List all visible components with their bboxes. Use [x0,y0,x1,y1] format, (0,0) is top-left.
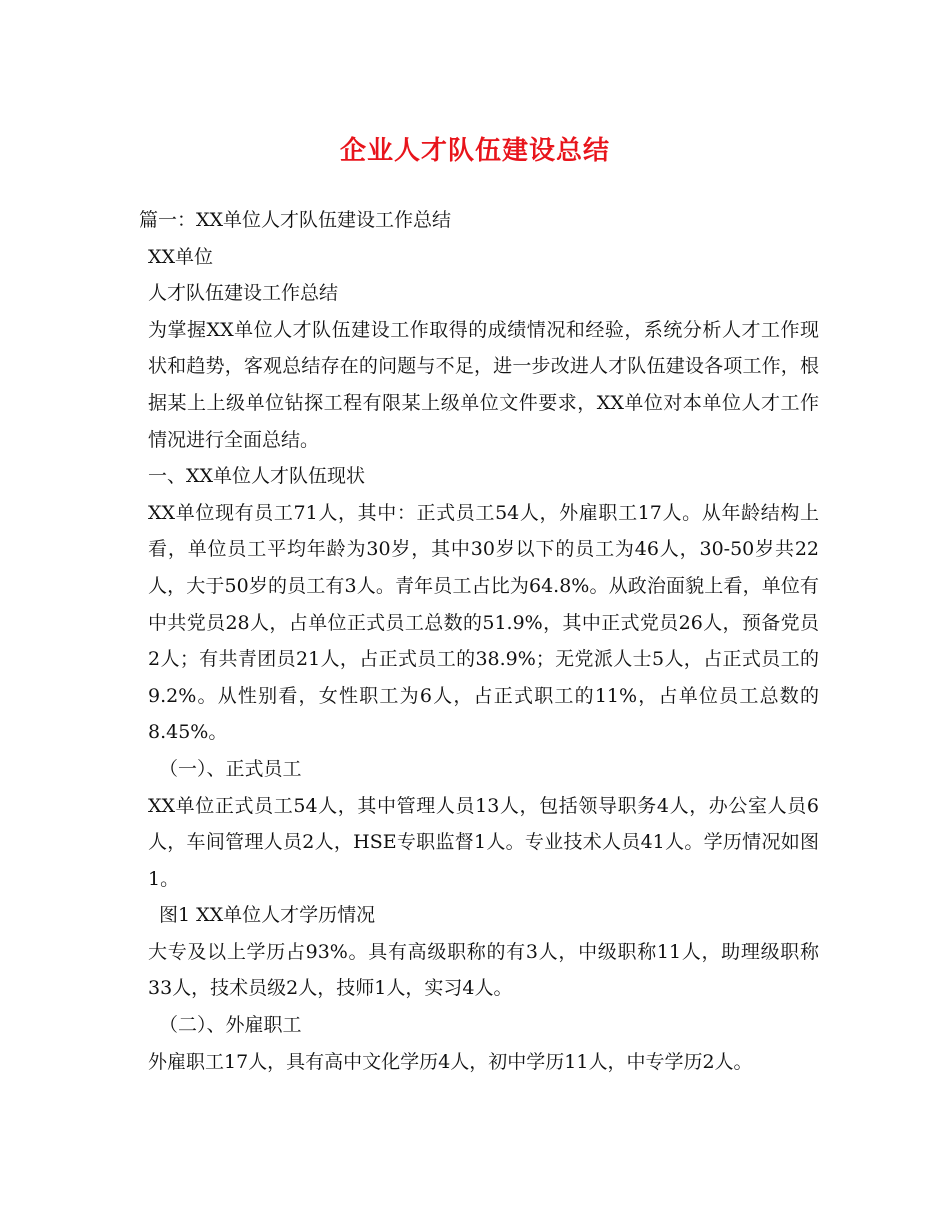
figure-caption: 图1 XX单位人才学历情况 [159,904,376,927]
document-body [139,202,819,1080]
formal-staff-paragraph: XX单位正式员工54人，其中管理人员13人，包括领导职务4人，办公室人员6人，车间管理人员2人，HSE专职监督1人。专业技术人员41人。学历情况如图1。 [148,794,819,890]
unit-name: XX单位 [148,245,214,268]
heading-formal-staff: （一）、正式员工 [159,757,302,780]
section-heading: 篇一：XX单位人才队伍建设工作总结 [139,209,452,231]
document-title: 企业人才队伍建设总结 [339,136,610,166]
heading-status: 一、XX单位人才队伍现状 [148,465,366,488]
contract-staff-paragraph: 外雇职工17人，具有高中文化学历4人，初中学历11人，中专学历2人。 [148,1050,753,1073]
heading-contract-staff: （二）、外雇职工 [159,1014,302,1037]
education-paragraph: 大专及以上学历占93%。具有高级职称的有3人，中级职称11人，助理级职称33人，技术员级2人，技师1人，实习4人。 [148,940,819,1000]
staff-overview-paragraph: XX单位现有员工71人，其中：正式员工54人，外雇职工17人。从年龄结构上看，单位员工平均年龄为30岁，其中30岁以下的员工为46人，30-50岁共22人，大于50岁的员工有3人。青年员工占比为64.8%。从政治面貌上看，单位有中共党员28人，占单位正式员工总数的51.9%，其中正式党员26人，预备党员2人；有共青团员21人，占正式员工的38.9%；无党派人士5人，占正式员工的9.2%。从性别看，女性职工为6人，占正式职工的11%，占单位员工总数的8.45%。 [148,501,819,744]
intro-paragraph: 为掌握XX单位人才队伍建设工作取得的成绩情况和经验，系统分析人才工作现状和趋势，客观总结存在的问题与不足，进一步改进人才队伍建设各项工作，根据某上上级单位钻探工程有限某上级单位文件要求，XX单位对本单位人才工作情况进行全面总结。 [148,318,819,451]
subtitle: 人才队伍建设工作总结 [148,282,339,305]
